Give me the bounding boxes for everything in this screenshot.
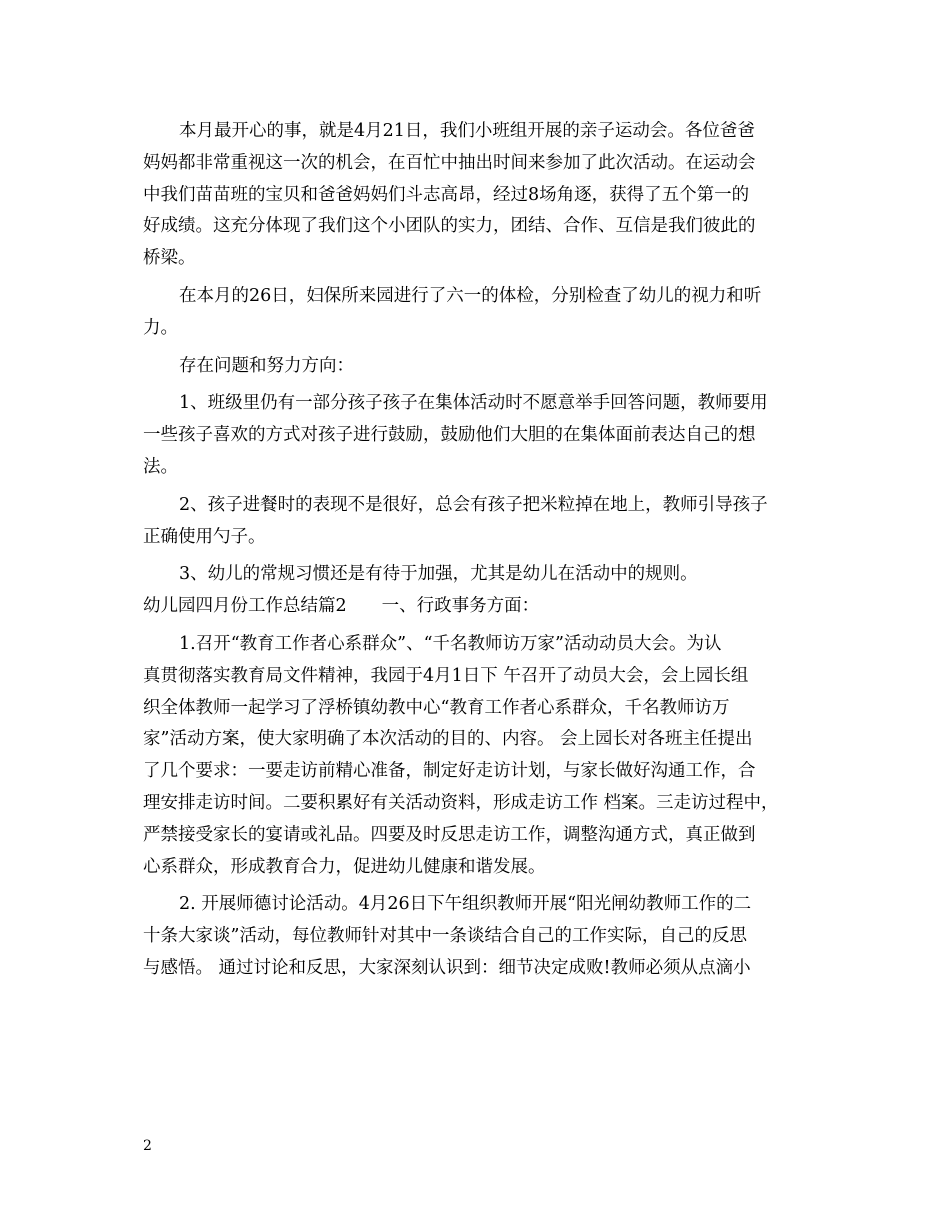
text-line: 织全体教师一起学习了浮桥镇幼教中心“教育工作者心系群众，千名教师访万 bbox=[143, 697, 730, 718]
text-line: 1.召开“教育工作者心系群众”、“千名教师访万家”活动动员大会。为认 bbox=[179, 633, 722, 654]
text-line: 真贯彻落实教育局文件精神，我园于4月1日下 午召开了动员大会，会上园长组 bbox=[143, 665, 749, 686]
text-line: 严禁接受家长的宴请或礼品。四要及时反思走访工作，调整沟通方式，真正做到 bbox=[143, 824, 756, 845]
paragraph-problem-3 bbox=[143, 559, 815, 591]
text-line: 2. 开展师德讨论活动。4月26日下午组织教师开展“阳光闸幼教师工作的二 bbox=[179, 894, 752, 915]
paragraph-problem-2 bbox=[143, 490, 815, 554]
paragraph-sports-day bbox=[143, 116, 815, 275]
text-line: 中我们苗苗班的宝贝和爸爸妈妈们斗志高昂，经过8场角逐，获得了五个第一的 bbox=[143, 184, 750, 205]
paragraph-item-2 bbox=[143, 889, 815, 984]
section-heading-part2 bbox=[143, 591, 815, 623]
paragraph-item-1 bbox=[143, 629, 815, 883]
section-heading-problems bbox=[143, 351, 815, 383]
paragraph-health-check bbox=[143, 281, 815, 345]
text-line: 了几个要求：一要走访前精心准备，制定好走访计划，与家长做好沟通工作，合 bbox=[143, 761, 756, 782]
text-line: 好成绩。这充分体现了我们这个小团队的实力，团结、合作、互信是我们彼此的 bbox=[143, 216, 756, 237]
text-line: 与感悟。 通过讨论和反思，大家深刻认识到：细节决定成败!教师必须从点滴小 bbox=[143, 957, 751, 978]
text-line: 力。 bbox=[143, 317, 178, 338]
text-line: 1、班级里仍有一部分孩子孩子在集体活动时不愿意举手回答问题，教师要用 bbox=[179, 393, 768, 414]
text-line: 桥梁。 bbox=[143, 248, 196, 269]
text-line: 心系群众，形成教育合力，促进幼儿健康和谐发展。 bbox=[143, 856, 546, 877]
page-number: 2 bbox=[143, 1138, 152, 1154]
text-line: 一些孩子喜欢的方式对孩子进行鼓励，鼓励他们大胆的在集体面前表达自己的想 bbox=[143, 425, 756, 446]
text-line: 十条大家谈”活动，每位教师针对其中一条谈结合自己的工作实际，自己的反思 bbox=[143, 926, 747, 947]
paragraph-problem-1 bbox=[143, 388, 815, 483]
text-line: 正确使用勺子。 bbox=[143, 526, 266, 547]
text-line: 存在问题和努力方向： bbox=[179, 355, 354, 376]
text-line: 家”活动方案，使大家明确了本次活动的目的、内容。 会上园长对各班主任提出 bbox=[143, 729, 753, 750]
text-line: 幼儿园四月份工作总结篇2 一、行政事务方面： bbox=[143, 596, 540, 617]
text-line: 3、幼儿的常规习惯还是有待于加强，尤其是幼儿在活动中的规则。 bbox=[179, 564, 698, 585]
document-body bbox=[143, 116, 815, 985]
text-line: 2、孩子进餐时的表现不是很好，总会有孩子把米粒掉在地上，教师引导孩子 bbox=[179, 494, 768, 515]
text-line: 理安排走访时间。二要积累好有关活动资料，形成走访工作 档案。三走访过程中， bbox=[143, 792, 779, 813]
text-line: 在本月的26日，妇保所来园进行了六一的体检，分别检查了幼儿的视力和听 bbox=[179, 285, 762, 306]
text-line: 法。 bbox=[143, 456, 178, 477]
text-line: 妈妈都非常重视这一次的机会，在百忙中抽出时间来参加了此次活动。在运动会 bbox=[143, 152, 756, 173]
text-line: 本月最开心的事，就是4月21日，我们小班组开展的亲子运动会。各位爸爸 bbox=[179, 121, 755, 141]
